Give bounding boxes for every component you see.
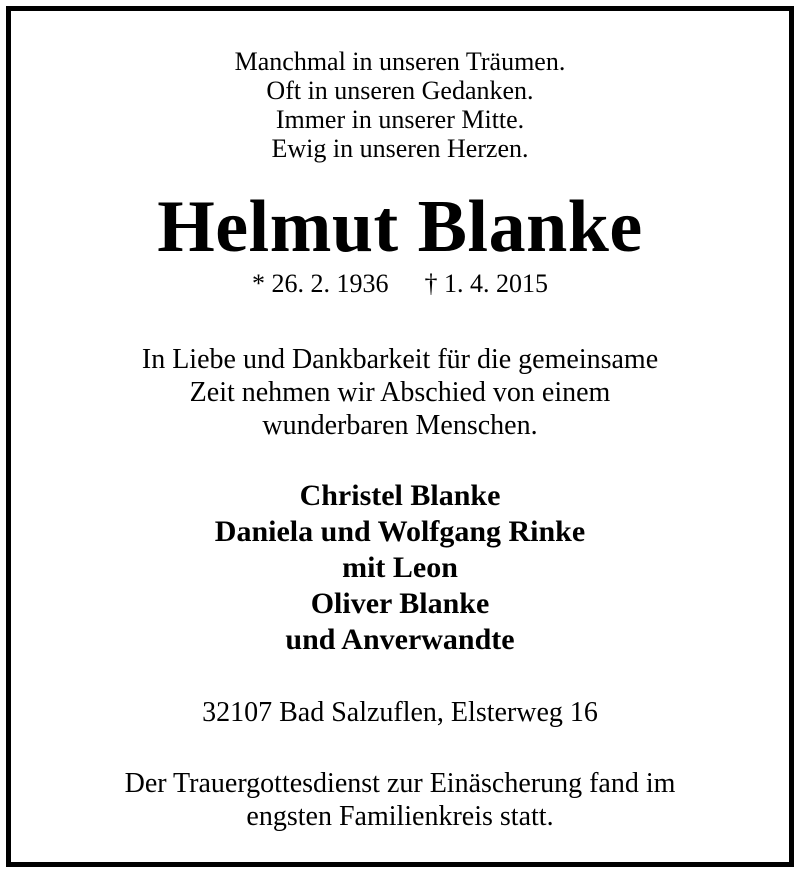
farewell-line: wunderbaren Menschen. <box>262 410 538 441</box>
mourner-name: mit Leon <box>342 551 458 584</box>
deceased-name: Helmut Blanke <box>157 186 643 268</box>
mourners-list <box>11 478 789 658</box>
address: 32107 Bad Salzuflen, Elsterweg 16 <box>202 697 598 728</box>
death-date: † 1. 4. 2015 <box>424 269 548 298</box>
poem-verse <box>11 47 789 163</box>
service-note-line: engsten Familienkreis statt. <box>246 801 554 832</box>
poem-line: Oft in unseren Gedanken. <box>266 76 534 105</box>
life-dates <box>11 269 789 299</box>
mourner-name: Daniela und Wolfgang Rinke <box>214 515 586 548</box>
farewell-line: In Liebe und Dankbarkeit für die gemeinsame <box>141 344 659 375</box>
poem-line: Manchmal in unseren Träumen. <box>234 47 566 76</box>
farewell-line: Zeit nehmen wir Abschied von einem <box>189 377 611 408</box>
farewell-text <box>11 343 789 442</box>
service-note-line: Der Trauergottesdienst zur Einäscherung fand im <box>124 768 676 799</box>
poem-line: Immer in unserer Mitte. <box>275 105 525 134</box>
mourner-name: Christel Blanke <box>299 479 501 512</box>
poem-line: Ewig in unseren Herzen. <box>271 134 529 163</box>
birth-date: * 26. 2. 1936 <box>252 269 389 298</box>
service-note <box>11 767 789 833</box>
mourner-name: und Anverwandte <box>285 623 515 656</box>
obituary-frame <box>6 6 794 867</box>
mourner-name: Oliver Blanke <box>310 587 490 620</box>
